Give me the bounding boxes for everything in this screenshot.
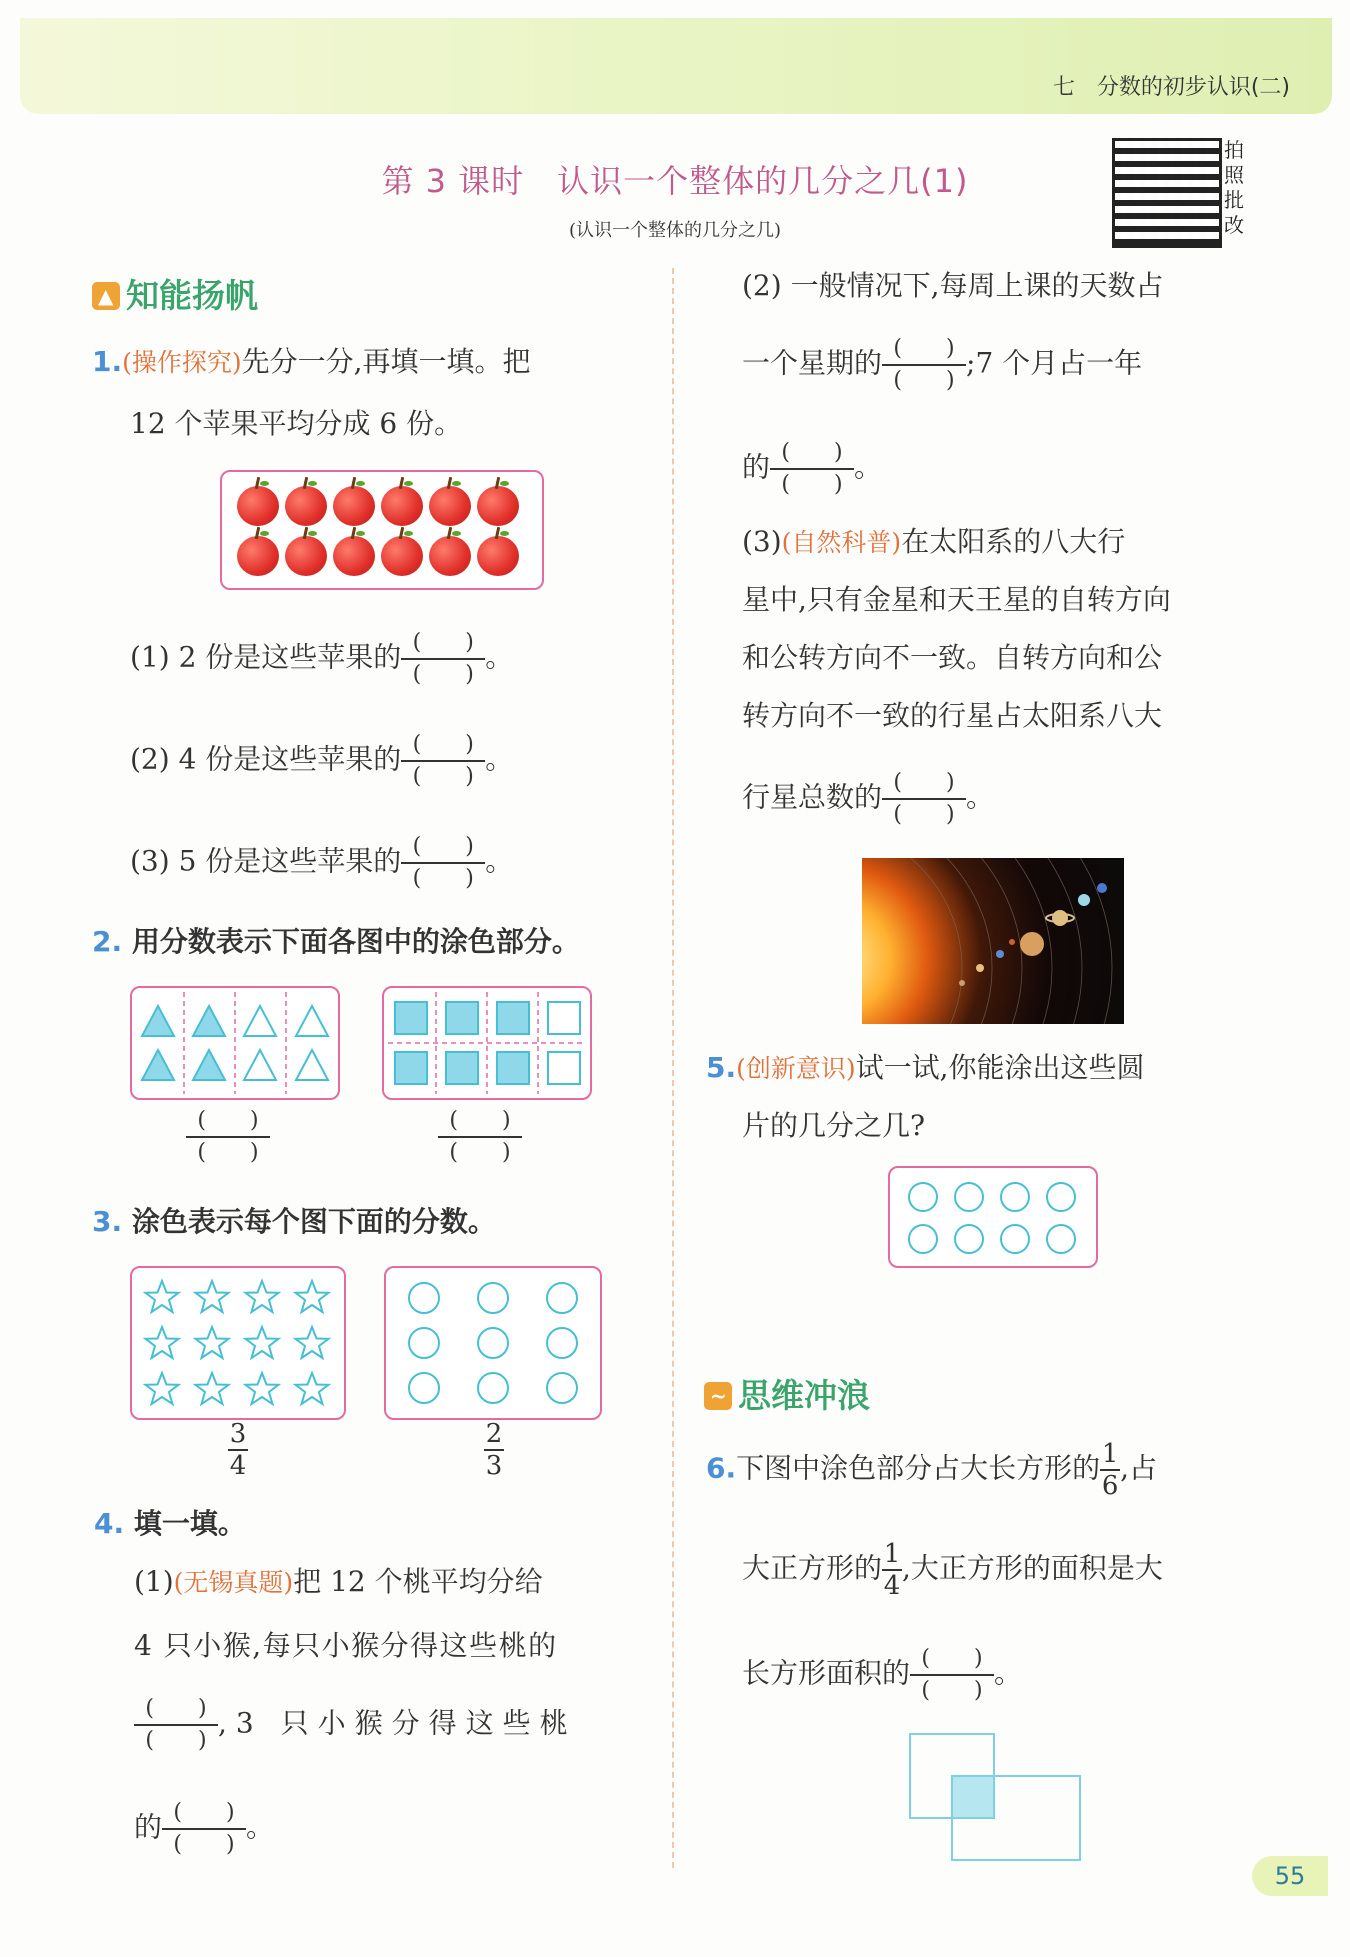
circle-box <box>384 1266 602 1420</box>
planet-orbits <box>862 858 1124 1024</box>
q2-line: 2. 用分数表示下面各图中的涂色部分。 <box>92 925 580 958</box>
apple-icon <box>381 486 423 526</box>
triangle-box <box>130 986 340 1100</box>
q4-sub2-line1: (2) 一般情况下,每周上课的天数占 <box>742 269 1164 302</box>
q6-fraction-1: $\frac{1}{6}$ <box>1101 1439 1119 1501</box>
apple-icon <box>285 486 327 526</box>
q4-sub1-line2: 4 只小猴,每只小猴分得这些桃的 <box>134 1629 558 1662</box>
square-figure <box>384 988 590 1098</box>
q6-line2: 大正方形的 $\frac{1}{4}$ ,大正方形的面积是大 <box>742 1539 1163 1601</box>
q4-number: 4. <box>94 1507 125 1540</box>
q3-number: 3. <box>92 1205 123 1238</box>
apple-icon <box>333 486 375 526</box>
q4-sub3-line5: 行星总数的 ( ) ( )。 <box>742 770 995 827</box>
q1-tag: (操作探究) <box>122 348 242 377</box>
disc[interactable] <box>954 1224 984 1254</box>
q4-sub2-line3: 的 ( ) ( )。 <box>742 440 883 497</box>
fraction-blank[interactable]: ( ) ( ) <box>401 834 485 892</box>
q4-sub3-line1: (3)(自然科普)在太阳系的八大行 <box>742 525 1126 558</box>
apple-row-1 <box>234 486 522 530</box>
circle-figure <box>386 1268 600 1418</box>
sail-icon: ▲ <box>92 282 120 310</box>
q6-number: 6. <box>706 1451 737 1485</box>
q4-sub2-line2: 一个星期的 ( ) ( );7 个月占一年 <box>742 336 1143 393</box>
apple-row-2 <box>234 536 522 580</box>
q2-answer-b[interactable]: ( ) ( ) <box>438 1108 522 1166</box>
apple-box <box>220 470 544 590</box>
q4-sub3-line2: 星中,只有金星和天王星的自转方向 <box>742 583 1171 616</box>
column-divider <box>672 268 674 1868</box>
q5-number: 5. <box>706 1051 737 1084</box>
section-heading-thinking: ~ 思维冲浪 <box>704 1370 870 1417</box>
q1-sub3: (3) 5 份是这些苹果的 ( ) ( )。 <box>130 834 514 891</box>
disc[interactable] <box>1000 1182 1030 1212</box>
triangle-figure <box>132 988 338 1098</box>
disc[interactable] <box>1000 1224 1030 1254</box>
apple-icon <box>285 536 327 576</box>
q6-fraction-2: $\frac{1}{4}$ <box>883 1539 901 1601</box>
apple-icon <box>237 486 279 526</box>
q6-line3: 长方形面积的 ( ) ( )。 <box>742 1646 1023 1703</box>
fraction-blank[interactable]: ( ) ( ) <box>910 1646 994 1704</box>
q3-line: 3. 涂色表示每个图下面的分数。 <box>92 1205 496 1238</box>
apple-icon <box>429 536 471 576</box>
apple-icon <box>333 536 375 576</box>
lesson-subtitle: (认识一个整体的几分之几) <box>568 220 782 241</box>
q4-sub1-line4: 的 ( ) ( )。 <box>134 1800 275 1857</box>
lesson-title: 第 3 课时 认识一个整体的几分之几(1) <box>381 162 969 200</box>
star-box <box>130 1266 346 1420</box>
fraction-blank[interactable]: ( ) ( ) <box>162 1800 246 1858</box>
fraction-blank[interactable]: ( ) ( ) <box>134 1696 218 1754</box>
disc[interactable] <box>1046 1182 1076 1212</box>
apple-icon <box>477 536 519 576</box>
qr-label: 拍照批改 <box>1224 138 1244 237</box>
fraction-blank[interactable]: ( ) ( ) <box>882 770 966 828</box>
q2-number: 2. <box>92 925 123 958</box>
wave-icon: ~ <box>704 1382 732 1410</box>
qr-code-icon[interactable] <box>1112 138 1222 248</box>
disc[interactable] <box>908 1224 938 1254</box>
fraction-blank[interactable]: ( ) ( ) <box>770 440 854 498</box>
fraction-blank[interactable]: ( ) ( ) <box>882 336 966 394</box>
disc[interactable] <box>908 1182 938 1212</box>
section-heading-basic: ▲ 知能扬帆 <box>92 270 258 317</box>
chapter-title: 七 分数的初步认识(二) <box>1052 75 1290 100</box>
q4-sub1-line1: (1)(无锡真题)把 12 个桃平均分给 <box>134 1565 543 1598</box>
q4-line: 4. 填一填。 <box>94 1507 246 1540</box>
disc[interactable] <box>1046 1224 1076 1254</box>
apple-icon <box>381 536 423 576</box>
solar-system-image <box>862 858 1124 1024</box>
q1-sub1: (1) 2 份是这些苹果的 ( ) ( )。 <box>130 630 514 687</box>
disc-box <box>888 1166 1098 1268</box>
apple-icon <box>429 486 471 526</box>
square-box <box>382 986 592 1100</box>
q1-number: 1. <box>92 345 123 378</box>
fraction-blank[interactable]: ( ) ( ) <box>401 732 485 790</box>
q1-line2: 12 个苹果平均分成 6 份。 <box>130 407 463 440</box>
q4-sub3-line3: 和公转方向不一致。自转方向和公 <box>742 641 1163 674</box>
fraction-blank[interactable]: ( ) ( ) <box>401 630 485 688</box>
disc[interactable] <box>954 1182 984 1212</box>
q5-line1: 5.(创新意识)试一试,你能涂出这些圆 <box>706 1051 1145 1084</box>
q4-sub1-line3: ( ) ( ),3 只小猴分得这些桃 <box>134 1696 577 1754</box>
q2-answer-a[interactable]: ( ) ( ) <box>186 1108 270 1166</box>
q1-sub2: (2) 4 份是这些苹果的 ( ) ( )。 <box>130 732 514 789</box>
q4-sub3-line4: 转方向不一致的行星占太阳系八大 <box>742 699 1163 732</box>
q3-fraction-a: 3 4 <box>229 1419 247 1481</box>
star-figure <box>132 1268 344 1418</box>
q6-line1: 6.下图中涂色部分占大长方形的 $\frac{1}{6}$ ,占 <box>706 1439 1158 1501</box>
q1-line1: 1.(操作探究)先分一分,再填一填。把 <box>92 345 531 378</box>
apple-icon <box>477 486 519 526</box>
q3-fraction-b: 2 3 <box>485 1419 503 1481</box>
overlap-rectangles-figure <box>908 1732 1084 1862</box>
page-number: 55 <box>1252 1856 1328 1896</box>
apple-icon <box>237 536 279 576</box>
q5-line2: 片的几分之几? <box>742 1109 926 1142</box>
